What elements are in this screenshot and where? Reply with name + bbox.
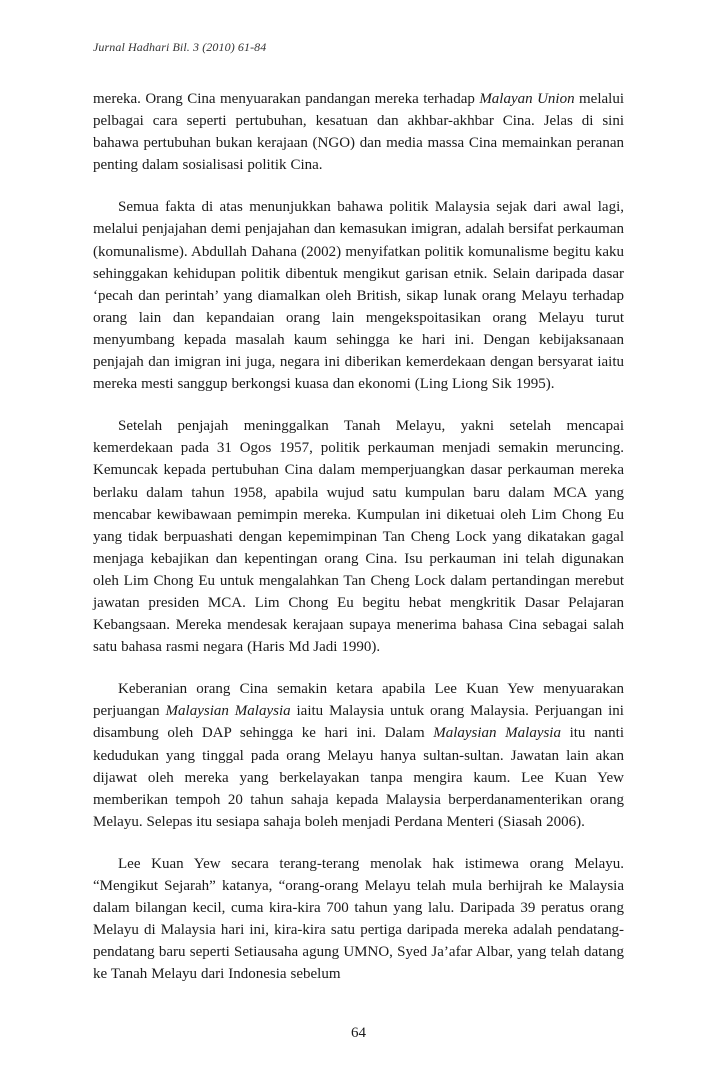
text-run: Keberanian orang Cina semakin ketara apabila Lee Kuan Yew menyuarakan perjuangan [93,681,624,720]
text-run: Lee Kuan Yew secara terang-terang menolak hak istimewa orang Melayu. “Mengikut Sejarah” katanya, “orang-orang Melayu telah mula berhijrah ke Malaysia dalam bilangan kecil, cuma kira-kira 700 tahun yang lalu. Daripada 39 peratus orang Melayu di Malaysia hari ini, kira-kira satu pertiga daripada mereka adalah pendatang-pendatang baru seperti Setiausaha agung UMNO, Syed Ja’afar Albar, yang telah datang ke Tanah Melayu dari Indonesia sebelum [93,855,624,983]
italic-term: Malaysian Malaysia [165,703,291,720]
text-run: Setelah penjajah meninggalkan Tanah Melayu, yakni setelah mencapai kemerdekaan pada 31 Ogos 1957, politik perkauman menjadi semakin meruncing. Kemuncak kepada pertubuhan Cina dalam memperjuangkan dasar perkauman mereka berlaku dalam tahun 1958, apabila wujud satu kumpulan baru dalam MCA yang mencabar kewibawaan pemimpin mereka. Kumpulan ini diketuai oleh Lim Chong Eu yang tidak berpuashati dengan kepemimpinan Tan Cheng Lock yang dikatakan gagal menjaga kebajikan dan kepentingan orang Cina. Isu perkauman ini telah digunakan oleh Lim Chong Eu untuk mengalahkan Tan Cheng Lock dalam pertandingan merebut jawatan presiden MCA. Lim Chong Eu begitu hebat mengkritik Dasar Pelajaran Kebangsaan. Mereka mendesak kerajaan supaya menerima bahasa Cina sebagai salah satu bahasa rasmi negara (Haris Md Jadi 1990). [93,418,624,656]
text-run: itu nanti kedudukan yang tinggal pada orang Melayu hanya sultan-sultan. Jawatan lain akan dijawat oleh mereka yang berkelayakan tanpa mengira kaum. Lee Kuan Yew memberikan tempoh 20 tahun sahaja kepada Malaysia berperdanamenterikan orang Melayu. Selepas itu sesiapa sahaja boleh menjadi Perdana Menteri (Siasah 2006). [93,725,624,830]
body-text [93,88,624,1005]
italic-term: Malayan Union [479,91,575,107]
paragraph [93,853,624,986]
paragraph [93,196,624,395]
paragraph [93,415,624,658]
paragraph [93,678,624,833]
text-run: Semua fakta di atas menunjukkan bahawa politik Malaysia sejak dari awal lagi, melalui penjajahan demi penjajahan dan kemasukan imigran, adalah bersifat perkauman (komunalisme). Abdullah Dahana (2002) menyifatkan politik komunalisme begitu kaku sehinggakan kehidupan politik dibentuk mengikut garisan etnik. Selain daripada dasar ‘pecah dan perintah’ yang diamalkan oleh British, sikap lunak orang Melayu terhadap orang lain dan kepandaian orang lain mengekspoitasikan orang Melayu turut menyumbang kepada masalah kaum sehingga ke hari ini. Dengan kebijaksanaan penjajah dan imigran ini juga, negara ini diberikan kemerdekaan dengan bersyarat iaitu mereka mesti sanggup berkongsi kuasa dan ekonomi (Ling Liong Sik 1995). [93,199,624,393]
text-run: iaitu Malaysia untuk orang Malaysia. Perjuangan ini disambung oleh DAP sehingga ke hari ini. Dalam [93,703,624,742]
text-run: mereka. Orang Cina menyuarakan pandangan mereka terhadap [93,91,480,107]
italic-term: Malaysian Malaysia [433,725,561,742]
paragraph [93,88,624,176]
text-run: melalui pelbagai cara seperti pertubuhan, kesatuan dan akhbar-akhbar Cina. Jelas di sini bahawa pertubuhan bukan kerajaan (NGO) dan media massa Cina memainkan peranan penting dalam sosialisasi politik Cina. [93,91,625,174]
page-number: 64 [351,1025,366,1041]
running-header: Jurnal Hadhari Bil. 3 (2010) 61-84 [93,40,267,54]
